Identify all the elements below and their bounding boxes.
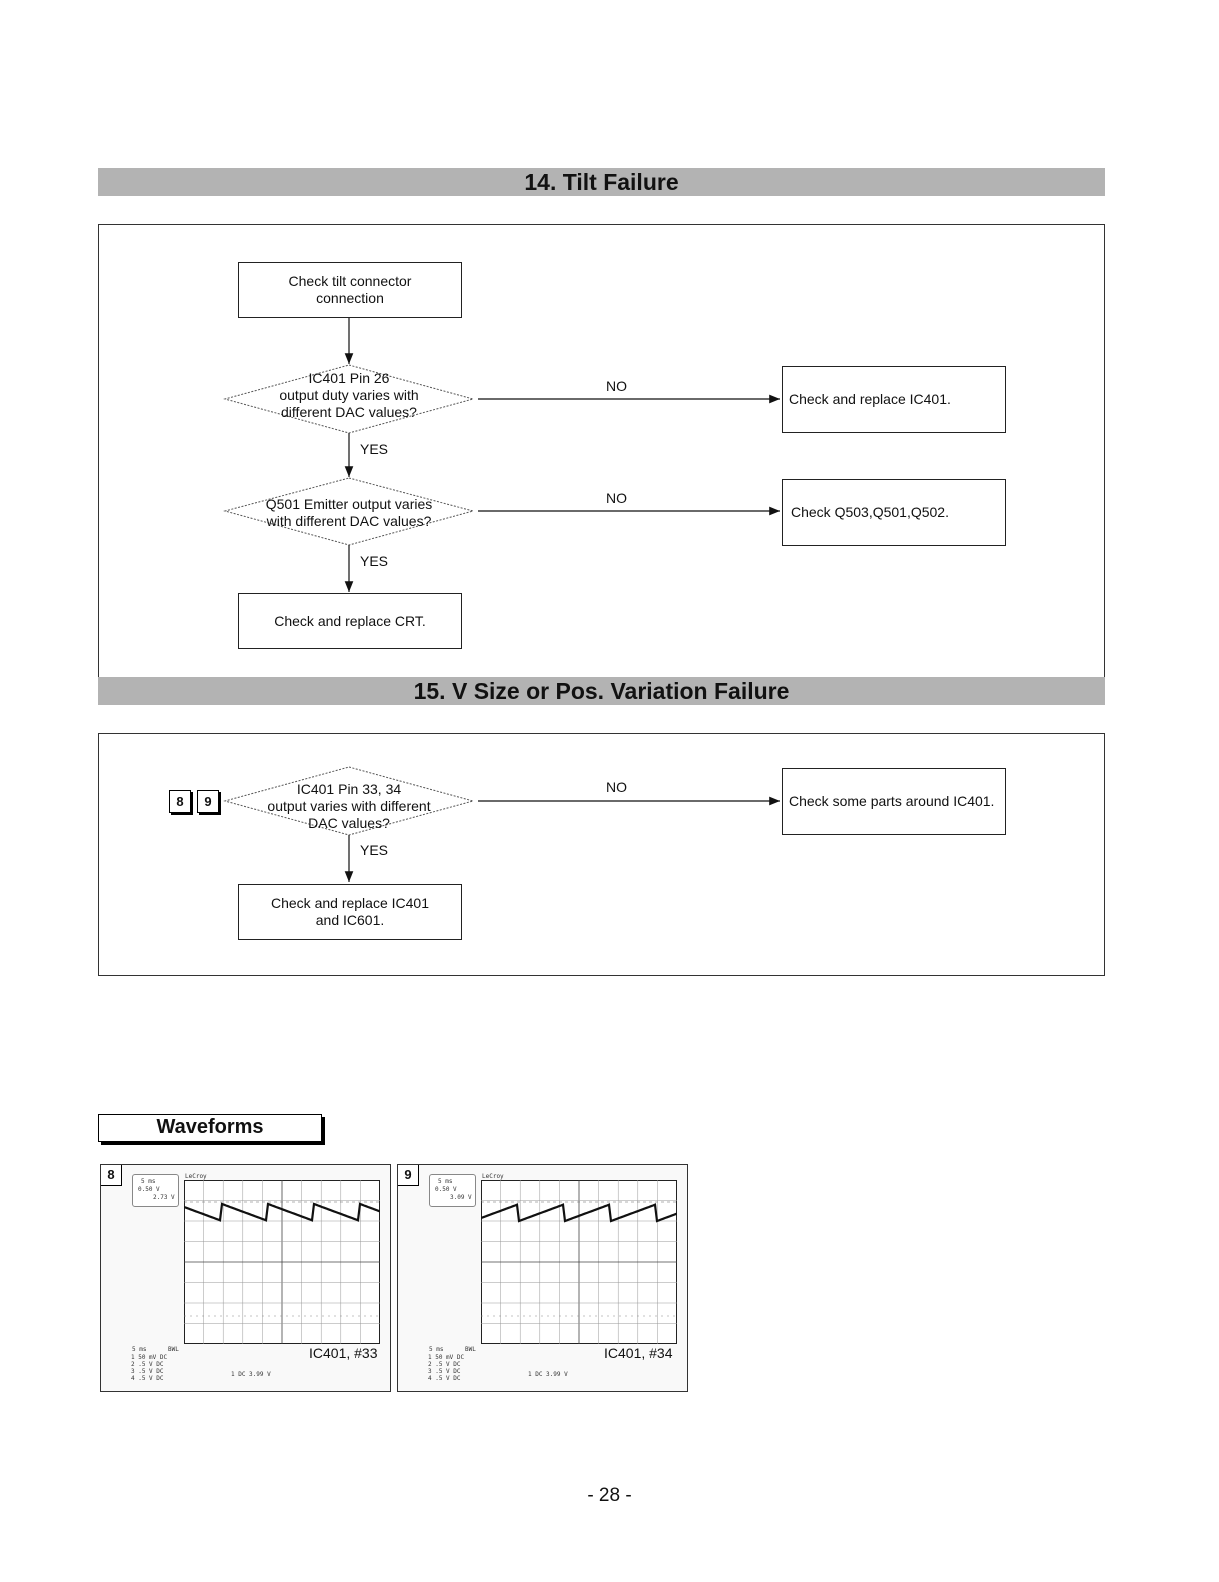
step-check-tilt-connector-text: Check tilt connector connection [288, 273, 412, 306]
waveforms-heading: Waveforms [98, 1114, 322, 1142]
section-14-title: 14. Tilt Failure [98, 168, 1105, 196]
scope-mode-8: BWL [168, 1346, 179, 1353]
scope-caption-9: IC401, #34 [604, 1345, 673, 1361]
action-replace-ic401 [782, 366, 1006, 433]
waveform-ref-tag-9: 9 [197, 790, 219, 813]
action-check-parts-ic401-text: Check some parts around IC401. [789, 793, 995, 809]
decision2-line-1: Q501 Emitter output varies [265, 496, 433, 512]
scope-number-9: 9 [398, 1165, 419, 1186]
action-replace-ic401-text: Check and replace IC401. [789, 391, 951, 407]
scope-timebase-8: 5 ms [132, 1346, 147, 1353]
scope-readout-9-line-3: 3.09 V [450, 1194, 472, 1201]
decision15-line-3: DAC values? [308, 815, 390, 831]
scope-readout-8-line-2: 0.50 V [138, 1186, 160, 1193]
scope-channel-list-8: 1 50 mV DC 2 .5 V DC 3 .5 V DC 4 .5 V DC [131, 1354, 168, 1382]
decision15-line-1: IC401 Pin 33, 34 [296, 781, 402, 797]
scope-trigger-8: 1 DC 3.99 V [231, 1371, 271, 1378]
action-check-transistors-text: Check Q503,Q501,Q502. [791, 504, 949, 520]
decision2-yes-label: YES [360, 553, 389, 569]
decision1-yes-label: YES [360, 441, 389, 457]
scope-panel-8 [100, 1164, 391, 1392]
decision15-yes-label: YES [360, 842, 389, 858]
decision2-text [266, 496, 433, 530]
scope-timebase-9: 5 ms [429, 1346, 444, 1353]
decision1-line-2: output duty varies with [279, 387, 419, 403]
scope-readout-9 [429, 1174, 476, 1207]
scope-number-8: 8 [101, 1165, 122, 1186]
scope-readout-8 [132, 1174, 179, 1207]
action-replace-crt [238, 593, 462, 649]
decision15-no-label: NO [606, 779, 627, 795]
action-check-parts-ic401 [782, 768, 1006, 835]
action-replace-ic401-ic601-line-2: and IC601. [315, 912, 385, 928]
scope-channel-list-9: 1 50 mV DC 2 .5 V DC 3 .5 V DC 4 .5 V DC [428, 1354, 465, 1382]
action-replace-ic401-ic601-line-1: Check and replace IC401 [271, 895, 429, 911]
decision1-text [279, 370, 418, 421]
decision15-line-2: output varies with different [267, 798, 431, 814]
action-replace-crt-text: Check and replace CRT. [274, 612, 426, 629]
scope-readout-8-line-3: 2.73 V [153, 1194, 175, 1201]
section-15-title: 15. V Size or Pos. Variation Failure [98, 677, 1105, 705]
action-replace-ic401-ic601 [238, 884, 462, 940]
action-check-transistors [782, 479, 1006, 546]
step-check-tilt-connector [238, 262, 462, 318]
scope-trigger-9: 1 DC 3.99 V [528, 1371, 568, 1378]
decision2-no-label: NO [606, 490, 627, 506]
decision15-text [267, 781, 430, 832]
scope-readout-9-line-1: 5 ms [438, 1178, 453, 1185]
page-number: - 28 - [587, 1485, 632, 1506]
waveform-ref-tag-8: 8 [169, 790, 191, 813]
decision1-line-3: different DAC values? [281, 404, 417, 420]
scope-caption-8: IC401, #33 [309, 1345, 378, 1361]
scope-readout-8-line-1: 5 ms [141, 1178, 156, 1185]
decision2-line-2: with different DAC values? [266, 513, 432, 529]
decision1-line-1: IC401 Pin 26 [308, 370, 390, 386]
scope-brand-9: LeCroy [482, 1173, 504, 1180]
scope-brand-8: LeCroy [185, 1173, 207, 1180]
decision1-no-label: NO [606, 378, 627, 394]
scope-readout-9-line-2: 0.50 V [435, 1186, 457, 1193]
scope-screen-8 [184, 1180, 380, 1344]
scope-panel-9 [397, 1164, 688, 1392]
scope-screen-9 [481, 1180, 677, 1344]
scope-mode-9: BWL [465, 1346, 476, 1353]
